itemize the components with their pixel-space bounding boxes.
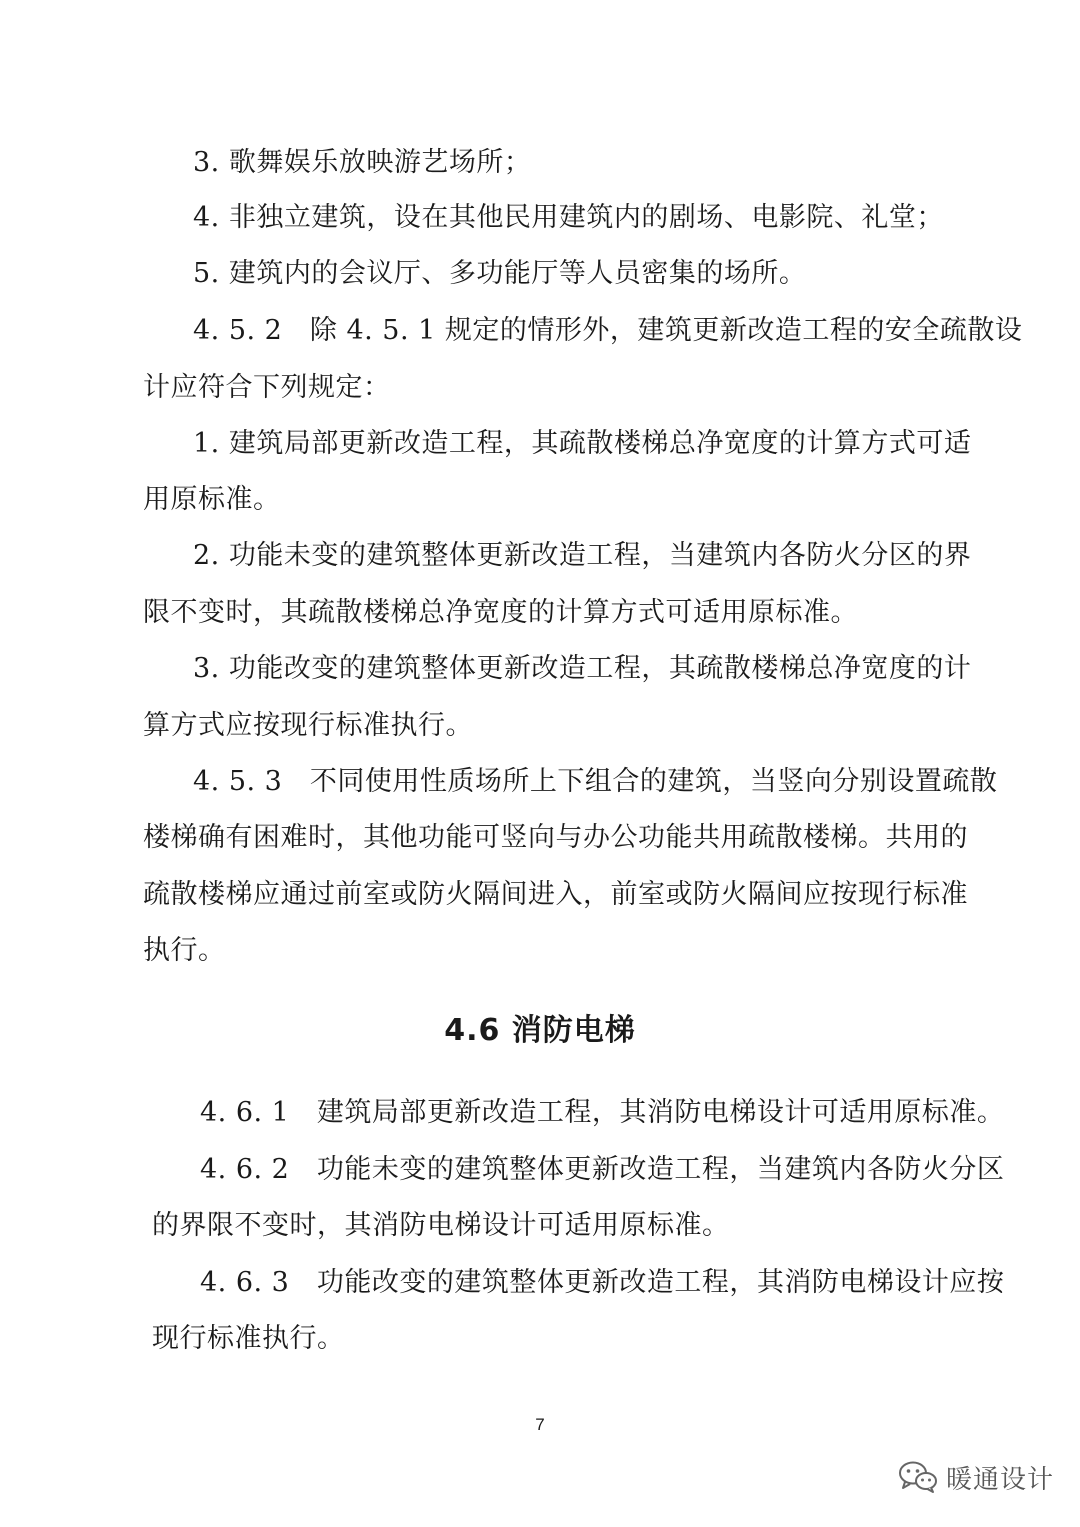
clause-4-5-3-line-1: 4. 5. 3 不同使用性质场所上下组合的建筑，当竖向分别设置疏散 [193,766,998,797]
clause-4-6-2-line-2: 的界限不变时，其消防电梯设计可适用原标准。 [152,1210,730,1241]
clause-4-6-3-line-2: 现行标准执行。 [152,1323,345,1354]
clause-4-5-2-line-2: 计应符合下列规定： [143,372,391,403]
clause-4-5-2-item-2-line-1: 2. 功能未变的建筑整体更新改造工程，当建筑内各防火分区的界 [193,540,972,571]
clause-4-5-2-line-1: 4. 5. 2 除 4. 5. 1 规定的情形外，建筑更新改造工程的安全疏散设 [193,315,1023,346]
list-item-3: 3. 歌舞娱乐放映游艺场所； [193,147,532,178]
watermark-text: 暖通设计 [946,1464,1055,1495]
clause-4-5-2-item-1-line-1: 1. 建筑局部更新改造工程，其疏散楼梯总净宽度的计算方式可适 [193,428,972,459]
clause-4-5-2-item-2-line-2: 限不变时，其疏散楼梯总净宽度的计算方式可适用原标准。 [143,597,858,628]
clause-4-5-2-item-3-line-2: 算方式应按现行标准执行。 [143,710,473,741]
section-heading: 4.6 消防电梯 [444,1013,636,1048]
clause-4-5-3-line-4: 执行。 [143,935,226,966]
clause-4-5-2-item-1-line-2: 用原标准。 [143,484,281,515]
watermark [898,1455,1054,1499]
list-item-4: 4. 非独立建筑，设在其他民用建筑内的剧场、电影院、礼堂； [193,202,944,233]
clause-4-6-1-line-1: 4. 6. 1 建筑局部更新改造工程，其消防电梯设计可适用原标准。 [200,1097,1005,1128]
clause-4-5-2-item-3-line-1: 3. 功能改变的建筑整体更新改造工程，其疏散楼梯总净宽度的计 [193,653,972,684]
clause-4-5-3-line-2: 楼梯确有困难时，其他功能可竖向与办公功能共用疏散楼梯。共用的 [143,822,968,853]
clause-4-6-3-line-1: 4. 6. 3 功能改变的建筑整体更新改造工程，其消防电梯设计应按 [200,1267,1005,1298]
clause-4-5-3-line-3: 疏散楼梯应通过前室或防火隔间进入，前室或防火隔间应按现行标准 [143,879,968,910]
wechat-icon [898,1460,938,1494]
list-item-5: 5. 建筑内的会议厅、多功能厅等人员密集的场所。 [193,258,807,289]
page-number: 7 [535,1415,545,1434]
clause-4-6-2-line-1: 4. 6. 2 功能未变的建筑整体更新改造工程，当建筑内各防火分区 [200,1154,1005,1185]
